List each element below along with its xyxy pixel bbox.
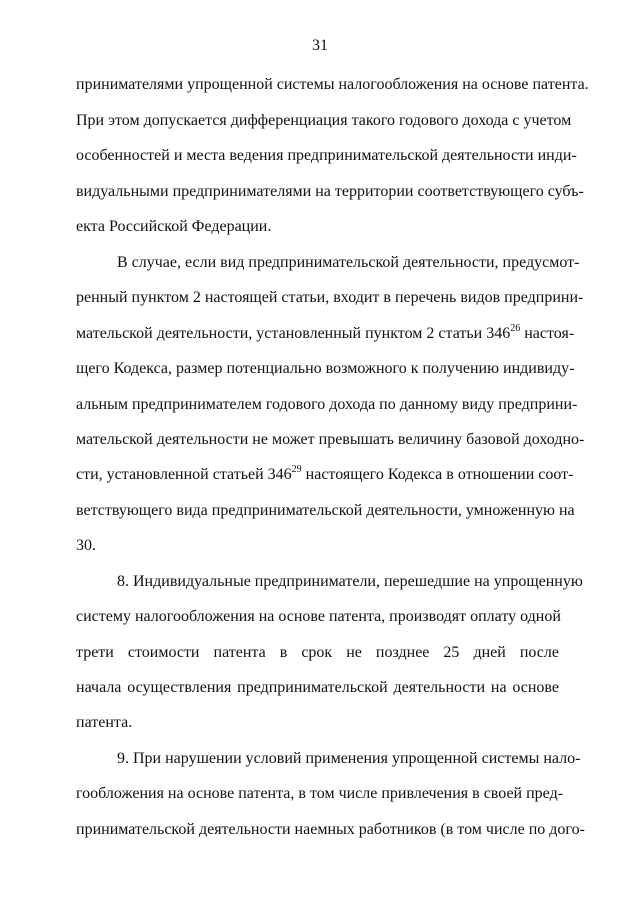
text-line-5: екта Российской Федерации. — [76, 218, 272, 235]
text-line-9: щего Кодекса, размер потенциально возможного к получению индивиду- — [76, 360, 575, 377]
text-line-12-part-a: сти, установленной статьей 346 — [76, 466, 292, 483]
text-line-10: альным предпринимателем годового дохода по данному виду предприни- — [76, 396, 578, 413]
text-line-3: особенностей и места ведения предпринимательской деятельности инди- — [76, 147, 577, 164]
text-line-1: принимателями упрощенной системы налогообложения на основе патента. — [76, 76, 589, 93]
text-line-17: трети стоимости патента в срок не позднее 25 дней после — [76, 644, 559, 661]
text-line-8 — [76, 323, 575, 345]
superscript-26: 26 — [510, 323, 521, 334]
text-line-20: 9. При нарушении условий применения упрощенной системы нало- — [117, 750, 581, 767]
text-line-19: патента. — [76, 714, 133, 731]
text-line-22: принимательской деятельности наемных работников (в том числе по дого- — [76, 821, 585, 838]
text-line-14: 30. — [76, 537, 96, 554]
text-line-12 — [76, 464, 574, 486]
text-line-18: начала осуществления предпринимательской деятельности на основе — [76, 679, 559, 696]
text-line-4: видуальными предпринимателями на территории соответствующего субъ- — [76, 183, 584, 200]
page-number: 31 — [312, 37, 328, 54]
text-line-12-part-b: настоящего Кодекса в отношении соот- — [301, 466, 574, 483]
text-line-2: При этом допускается дифференциация такого годового дохода с учетом — [76, 112, 572, 129]
text-line-15: 8. Индивидуальные предприниматели, перешедшие на упрощенную — [117, 573, 583, 590]
text-line-11: мательской деятельности не может превышать величину базовой доходно- — [76, 431, 585, 448]
text-line-16: систему налогообложения на основе патента, производят оплату одной — [76, 608, 561, 625]
text-line-7: ренный пунктом 2 настоящей статьи, входит в перечень видов предприни- — [76, 289, 584, 306]
superscript-29: 29 — [291, 464, 302, 475]
text-line-8-part-b: настоя- — [520, 325, 575, 342]
text-line-13: ветствующего вида предпринимательской деятельности, умноженную на — [76, 502, 575, 519]
text-line-8-part-a: мательской деятельности, установленный пунктом 2 статьи 346 — [76, 325, 511, 342]
text-line-21: гообложения на основе патента, в том числе привлечения в своей пред- — [76, 785, 564, 802]
text-line-6: В случае, если вид предпринимательской деятельности, предусмот- — [117, 254, 580, 271]
